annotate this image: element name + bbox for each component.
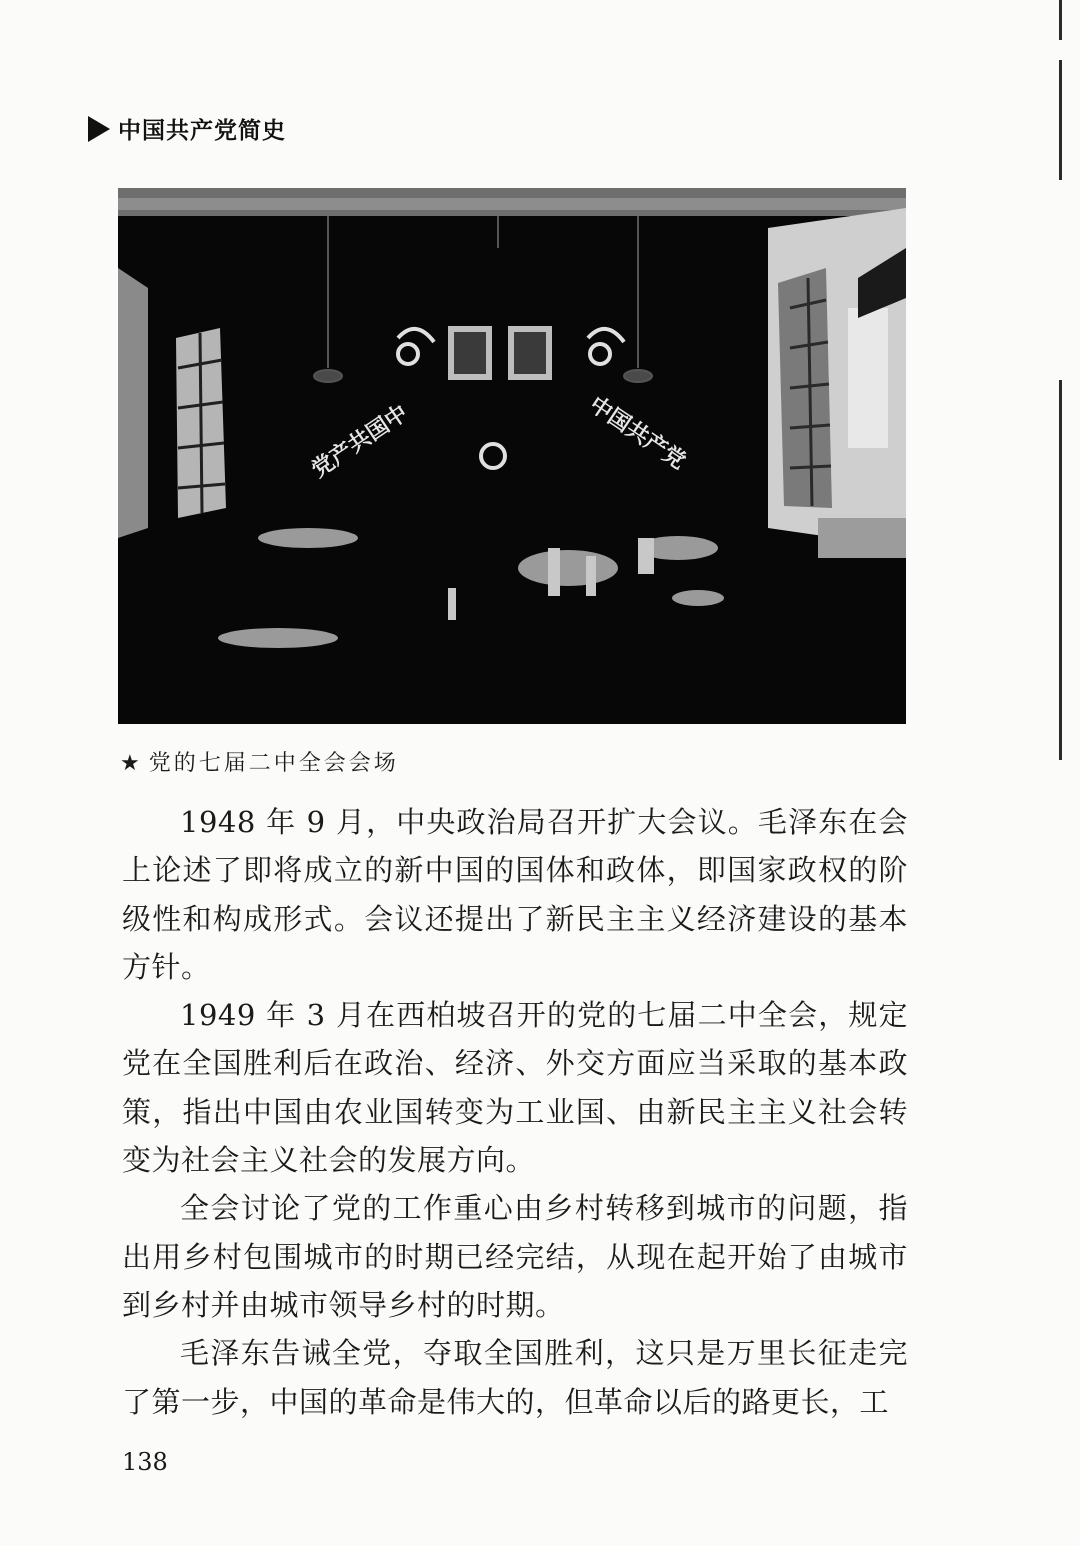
paragraph: 全会讨论了党的工作重心由乡村转移到城市的问题，指出用乡村包围城市的时期已经完结，从现在起开始了由城市到乡村并由城市领导乡村的时期。	[122, 1191, 908, 1322]
page-number: 138	[122, 1448, 168, 1476]
paragraph: 毛泽东告诫全党，夺取全国胜利，这只是万里长征走完了第一步，中国的革命是伟大的，但革命以后的路更长，工	[122, 1336, 908, 1419]
photo-caption	[120, 746, 399, 777]
page-edge-line	[1059, 380, 1062, 760]
banner-left-text: 党产共国中	[307, 400, 413, 483]
meeting-hall-photo	[118, 188, 906, 724]
paragraph: 1949 年 3 月在西柏坡召开的党的七届二中全会，规定党在全国胜利后在政治、经济、外交方面应当采取的基本政策，指出中国由农业国转变为工业国、由新民主主义社会转变为社会主义社会的发展方向。	[122, 998, 908, 1178]
book-title: 中国共产党简史	[118, 118, 286, 144]
paragraph: 1948 年 9 月，中央政治局召开扩大会议。毛泽东在会上论述了即将成立的新中国的国体和政体，即国家政权的阶级性和构成形式。会议还提出了新民主主义经济建设的基本方针。	[122, 805, 908, 984]
caption-text: 党的七届二中全会会场	[148, 751, 399, 776]
triangle-right-icon	[88, 116, 110, 142]
page-edge-line	[1059, 0, 1062, 40]
running-head	[88, 112, 286, 145]
banner-right-text: 中国共产党	[584, 392, 690, 475]
page-edge-line	[1059, 60, 1062, 180]
star-icon: ★	[120, 751, 143, 776]
body-text	[122, 798, 908, 1426]
photo-illustration	[118, 188, 906, 724]
